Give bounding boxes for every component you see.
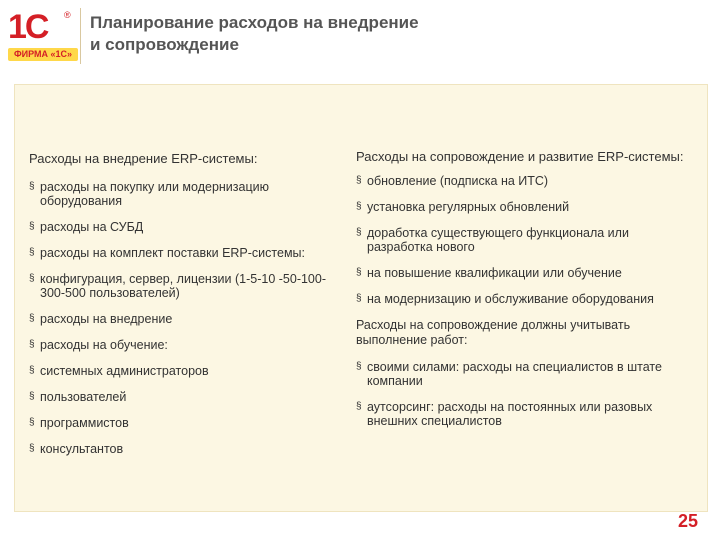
list-item: § расходы на покупку или модернизацию оборудования xyxy=(29,180,269,208)
list-item: § обновление (подписка на ИТС) xyxy=(356,174,549,188)
list-item: § на повышение квалификации или обучение xyxy=(356,266,622,280)
list-item: § системных администраторов xyxy=(29,364,209,378)
registered-mark: ® xyxy=(64,10,71,20)
list-item: § доработка существующего функционала или разработка нового xyxy=(356,226,629,254)
slide-title xyxy=(90,12,419,56)
bullet-icon: § xyxy=(356,227,362,238)
bullet-icon: § xyxy=(29,365,35,376)
bullet-icon: § xyxy=(29,247,35,258)
list-item: § расходы на обучение: xyxy=(29,338,168,352)
list-item: § установка регулярных обновлений xyxy=(356,200,570,214)
list-item: § пользователей xyxy=(29,390,127,404)
list-item: § расходы на СУБД xyxy=(29,220,144,234)
list-item: § конфигурация, сервер, лицензии (1-5-10 -50-100-300-500 пользователей) xyxy=(29,272,326,300)
title-divider xyxy=(80,8,81,64)
right-column-heading: Расходы на сопровождение и развитие ERP-системы: xyxy=(356,149,684,164)
bullet-icon: § xyxy=(29,273,35,284)
left-column xyxy=(29,151,349,468)
bullet-icon: § xyxy=(29,181,35,192)
list-item: § расходы на комплект поставки ERP-системы: xyxy=(29,246,306,260)
bullet-icon: § xyxy=(29,339,35,350)
list-item: § расходы на внедрение xyxy=(29,312,173,326)
slide-title-line-1: Планирование расходов на внедрение xyxy=(90,13,419,32)
content-panel xyxy=(14,84,708,512)
bullet-icon: § xyxy=(29,313,35,324)
right-column-note: Расходы на сопровождение должны учитывать выполнение работ: xyxy=(356,318,631,347)
bullet-icon: § xyxy=(356,401,362,412)
bullet-icon: § xyxy=(29,391,35,402)
logo-mark: 1С xyxy=(8,8,48,46)
list-item: § аутсорсинг: расходы на постоянных или разовых внешних специалистов xyxy=(356,400,653,428)
list-item: § программистов xyxy=(29,416,129,430)
left-column-heading: Расходы на внедрение ERP-системы: xyxy=(29,151,258,166)
right-column xyxy=(356,149,696,440)
company-logo xyxy=(8,8,74,66)
bullet-icon: § xyxy=(356,361,362,372)
page-number: 25 xyxy=(677,511,698,531)
bullet-icon: § xyxy=(29,443,35,454)
bullet-icon: § xyxy=(29,221,35,232)
bullet-icon: § xyxy=(356,293,362,304)
bullet-icon: § xyxy=(29,417,35,428)
list-item: § на модернизацию и обслуживание оборудования xyxy=(356,292,654,306)
bullet-icon: § xyxy=(356,201,362,212)
bullet-icon: § xyxy=(356,267,362,278)
slide-header xyxy=(0,0,720,70)
list-item: § консультантов xyxy=(29,442,124,456)
slide-title-line-2: и сопровождение xyxy=(90,35,239,54)
bullet-icon: § xyxy=(356,175,362,186)
logo-firm-label: ФИРМА «1С» xyxy=(8,48,78,61)
list-item: § своими силами: расходы на специалистов в штате компании xyxy=(356,360,662,388)
